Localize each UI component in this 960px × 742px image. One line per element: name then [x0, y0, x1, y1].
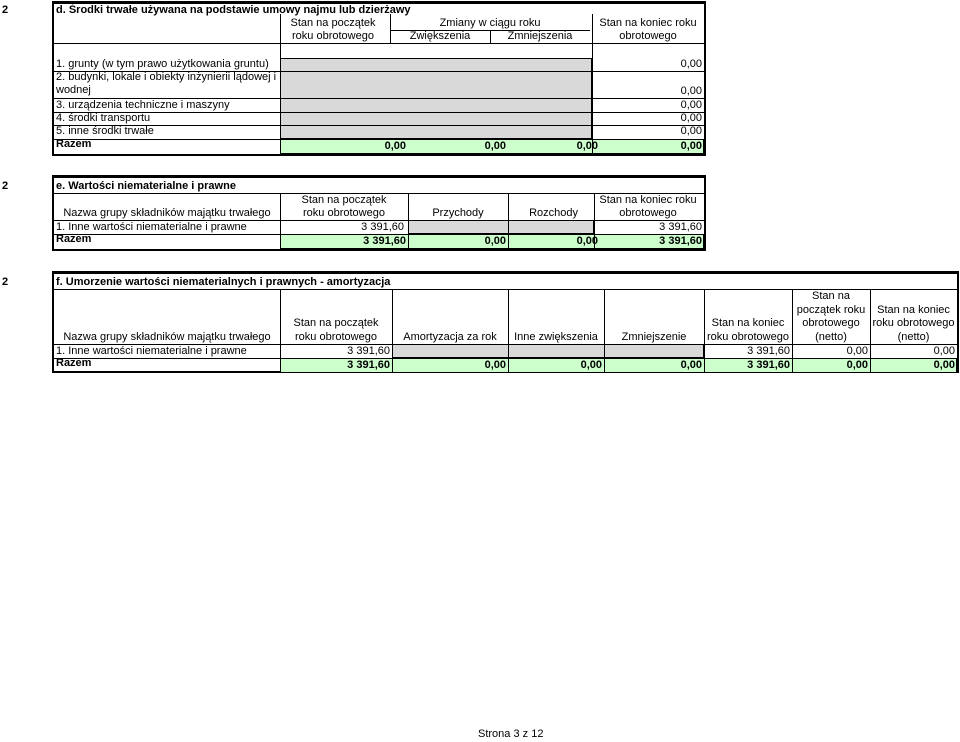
d-row-3-label: 3. urządzenia techniczne i maszyny [56, 99, 230, 111]
section-d-number: 2 [2, 4, 9, 16]
d-row-5-end: 0,00 [680, 125, 702, 137]
f-header-net-start-1: Stan na [812, 290, 850, 302]
f-header-start-1: Stan na początek [293, 317, 379, 329]
d-total-increase: 0,00 [484, 140, 506, 152]
f-header-start-2: roku obrotowego [295, 331, 377, 343]
d-total-label: Razem [56, 138, 92, 150]
f-row-net-end: 0,00 [933, 345, 955, 357]
f-header-net-end-2: roku obrotowego [872, 317, 955, 329]
e-row-start: 3 391,60 [361, 221, 404, 233]
section-f-title: f. Umorzenie wartości niematerialnych i prawnych - amortyzacja [56, 276, 391, 288]
section-d-title: d. Środki trwałe używana na podstawie umowy najmu lub dzierżawy [56, 4, 411, 16]
e-row-label: 1. Inne wartości niematerialne i prawne [56, 221, 247, 233]
d-row-2-label-a: 2. budynki, lokale i obiekty inżynierii lądowej i [56, 71, 277, 83]
e-header-expense: Rozchody [529, 207, 578, 219]
d-row-4-end: 0,00 [680, 112, 702, 124]
e-total-expense: 0,00 [576, 235, 598, 247]
d-header-increase: Zwiększenia [409, 30, 471, 42]
e-total-income: 0,00 [484, 235, 506, 247]
f-header-net-end-3: (netto) [897, 331, 930, 343]
f-gray-fill [392, 344, 704, 358]
e-gray-fill [408, 220, 594, 234]
d-row-1-end: 0,00 [680, 58, 702, 70]
f-header-end-2: roku obrotowego [707, 331, 789, 343]
page-footer: Strona 3 z 12 [478, 728, 544, 740]
d-header-changes: Zmiany w ciągu roku [439, 17, 541, 29]
d-header-start-1: Stan na początek [290, 17, 376, 29]
d-total-end: 0,00 [680, 140, 702, 152]
section-e-title: e. Wartości niematerialne i prawne [56, 180, 236, 192]
d-header-decrease: Zmniejszenia [507, 30, 573, 42]
f-total-net-end: 0,00 [933, 359, 955, 371]
e-header-income: Przychody [432, 207, 484, 219]
f-total-amort: 0,00 [484, 359, 506, 371]
f-row-label: 1. Inne wartości niematerialne i prawne [56, 345, 247, 357]
d-row-2-end: 0,00 [680, 85, 702, 97]
section-e-number: 2 [2, 180, 9, 192]
f-total-end: 3 391,60 [747, 359, 790, 371]
f-header-net-end-1: Stan na koniec [877, 304, 950, 316]
f-total-start: 3 391,60 [347, 359, 390, 371]
e-row-end: 3 391,60 [659, 221, 702, 233]
f-header-net-start-2: początek roku [796, 304, 866, 316]
e-total-end: 3 391,60 [659, 235, 702, 247]
d-header-end-1: Stan na koniec roku [599, 17, 697, 29]
d-total-start: 0,00 [384, 140, 406, 152]
d-row-2-label-b: wodnej [56, 84, 91, 96]
f-row-start: 3 391,60 [347, 345, 390, 357]
f-header-net-start-3: obrotowego [802, 317, 860, 329]
e-total-label: Razem [56, 233, 92, 245]
f-total-label: Razem [56, 357, 92, 369]
e-header-start-2: roku obrotowego [303, 207, 385, 219]
f-header-dec: Zmniejszenie [621, 331, 687, 343]
e-total-start: 3 391,60 [363, 235, 406, 247]
d-row-5-label: 5. inne środki trwałe [56, 125, 154, 137]
f-row-end: 3 391,60 [747, 345, 790, 357]
d-header-end-2: obrotowego [619, 30, 677, 42]
d-row-1-label: 1. grunty (w tym prawo użytkowania gruntu) [56, 58, 269, 70]
d-row-3-end: 0,00 [680, 99, 702, 111]
f-header-group: Nazwa grupy składników majątku trwałego [63, 331, 271, 343]
e-header-end-1: Stan na koniec roku [599, 194, 697, 206]
d-row-4-label: 4. środki transportu [56, 112, 151, 124]
d-total-decrease: 0,00 [576, 140, 598, 152]
f-header-other-inc: Inne zwiększenia [514, 331, 598, 343]
f-row-net-start: 0,00 [846, 345, 868, 357]
e-header-start-1: Stan na początek [301, 194, 387, 206]
f-header-end-1: Stan na koniec [711, 317, 785, 329]
f-header-amort: Amortyzacja za rok [403, 331, 497, 343]
f-header-net-start-4: (netto) [815, 331, 847, 343]
f-total-other-inc: 0,00 [580, 359, 602, 371]
d-header-start-2: roku obrotowego [292, 30, 374, 42]
f-total-net-start: 0,00 [846, 359, 868, 371]
section-f-number: 2 [2, 276, 9, 288]
f-total-dec: 0,00 [680, 359, 702, 371]
e-header-end-2: obrotowego [619, 207, 677, 219]
e-header-group: Nazwa grupy składników majątku trwałego [63, 207, 271, 219]
